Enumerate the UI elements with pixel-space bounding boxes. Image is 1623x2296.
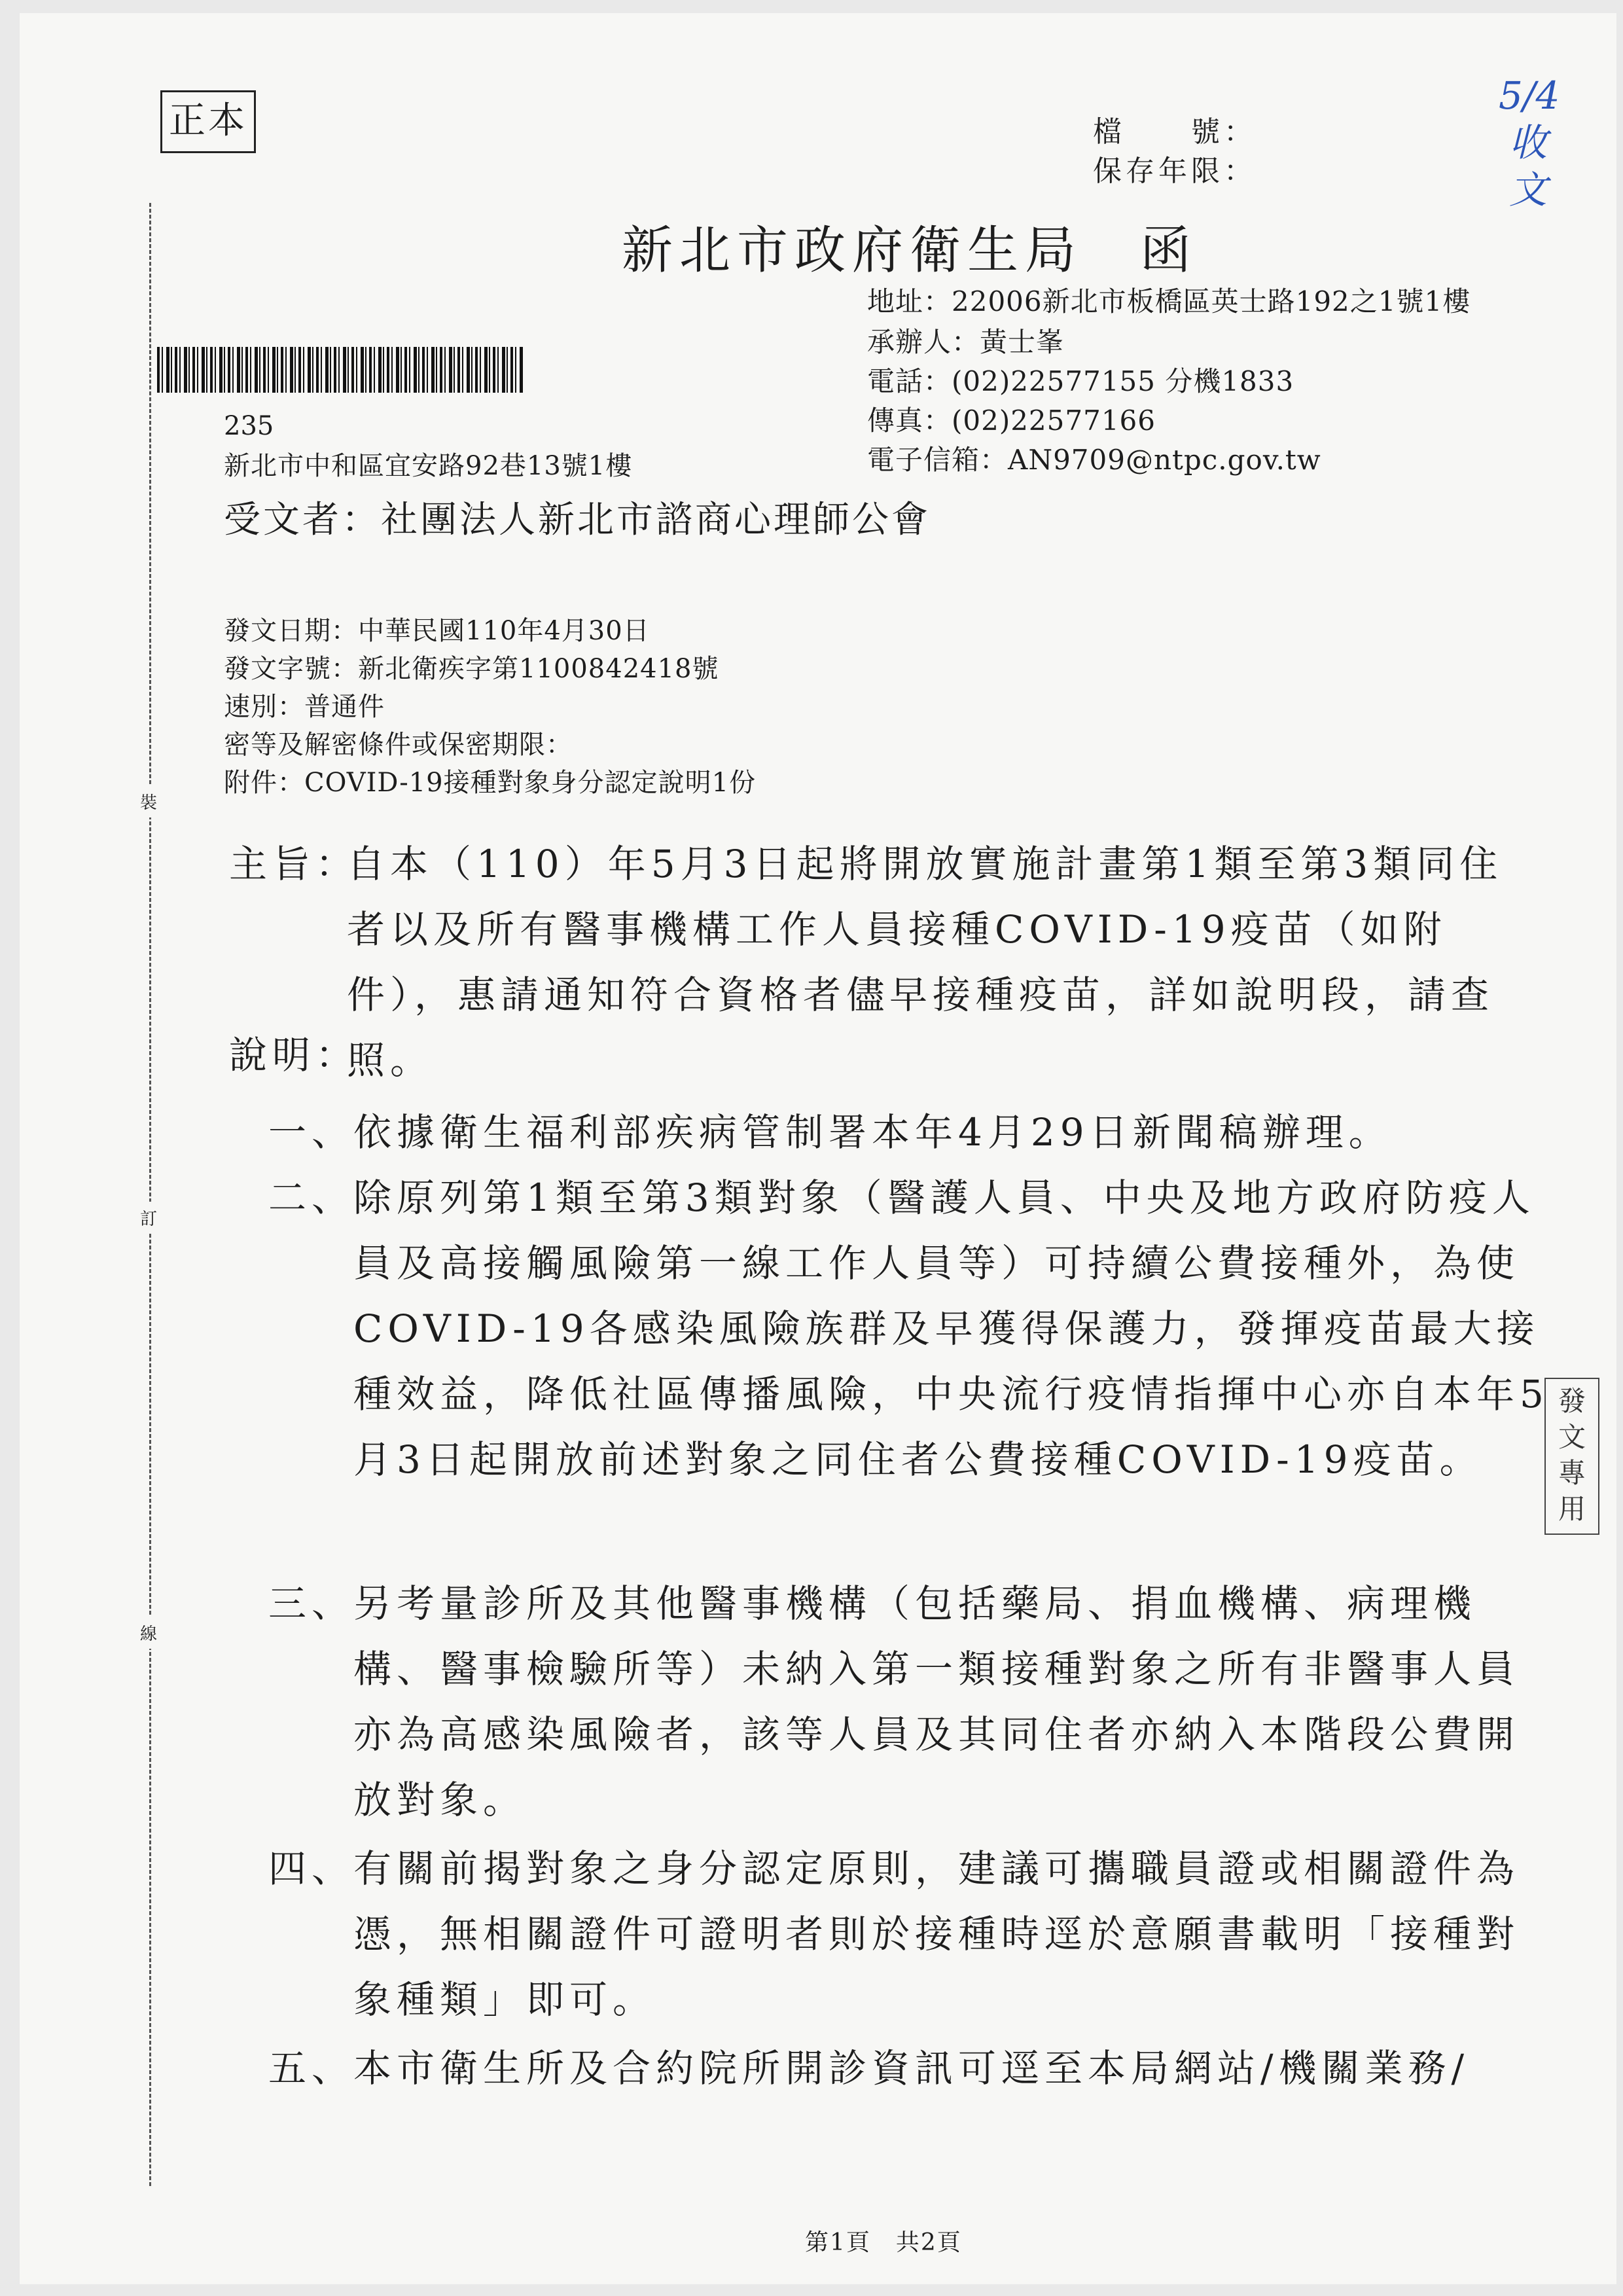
original-copy-stamp: 正本: [160, 90, 256, 153]
explanation-label: 說明：: [229, 1033, 359, 1077]
item-number: 二、: [268, 1175, 355, 1220]
item-number: 四、: [268, 1846, 355, 1891]
item-text: 除原列第1類至第3類對象（醫護人員、中央及地方政府防疫人員及高接觸風險第一線工作人員等）可持續公費接種外，為使COVID-19各感染風險族群及早獲得保護力，發揮疫苗最大接種效益，降低社區傳播風險，中央流行疫情指揮中心亦自本年5月3日起開放前述對象之同住者公費接種COVID-19疫苗。: [353, 1175, 1549, 1482]
handler-name: 承辦人：黃士峯: [867, 326, 1065, 358]
receiver-zip: 235: [224, 411, 274, 441]
receiver-address: 新北市中和區宜安路92巷13號1樓: [224, 451, 633, 481]
handwritten-receipt-note: 5/4收文: [1499, 73, 1560, 212]
confidentiality: 密等及解密條件或保密期限：: [224, 730, 573, 760]
sender-address: 地址：22006新北市板橋區英士路192之1號1樓: [867, 285, 1471, 317]
subject-text: 自本（110）年5月3日起將開放實施計畫第1類至第3類同住者以及所有醫事機構工作人員接種COVID-19疫苗（如附件），惠請通知符合資格者儘早接種疫苗，詳如說明段，請查照。: [347, 842, 1503, 1083]
item-text: 有關前揭對象之身分認定原則，建議可攜職員證或相關證件為憑，無相關證件可證明者則於接種時逕於意願書載明「接種對象種類」即可。: [353, 1846, 1520, 2022]
item-number: 五、: [268, 2046, 355, 2090]
official-seal: 發文專用: [1544, 1378, 1599, 1535]
explanation-item: [268, 1836, 1551, 2032]
binding-mark: 裝: [140, 785, 157, 817]
binding-mark: 線: [140, 1617, 157, 1649]
email: 電子信箱：AN9709@ntpc.gov.tw: [867, 444, 1321, 476]
item-text: 依據衛生福利部疾病管制署本年4月29日新聞稿辦理。: [353, 1110, 1392, 1155]
issue-date: 發文日期：中華民國110年4月30日: [224, 616, 650, 646]
page-number: 第1頁 共2頁: [805, 2229, 962, 2256]
document-page: [20, 13, 1616, 2284]
delivery-speed: 速別：普通件: [224, 692, 385, 722]
fax: 傳真：(02)22577166: [867, 404, 1156, 437]
item-text: 本市衛生所及合約院所開診資訊可逕至本局網站/機關業務/: [353, 2046, 1470, 2090]
binding-mark: 訂: [140, 1202, 157, 1234]
item-number: 三、: [268, 1581, 355, 1626]
item-number: 一、: [268, 1110, 355, 1155]
attachment: 附件：COVID-19接種對象身分認定說明1份: [224, 768, 757, 798]
document-number: 發文字號：新北衛疾字第1100842418號: [224, 654, 719, 684]
file-number-label: 檔 號：: [1093, 115, 1257, 149]
retention-period-label: 保存年限：: [1093, 154, 1257, 188]
explanation-item: [268, 1165, 1551, 1492]
explanation-item: [268, 1571, 1551, 1833]
explanation-item: [268, 1100, 1551, 1165]
subject-label: 主旨：: [229, 842, 359, 886]
binding-line: [149, 203, 151, 2186]
explanation-item: [268, 2036, 1551, 2101]
telephone: 電話：(02)22577155 分機1833: [867, 365, 1294, 397]
postal-barcode: [157, 347, 524, 393]
item-text: 另考量診所及其他醫事機構（包括藥局、捐血機構、病理機構、醫事檢驗所等）未納入第一類接種對象之所有非醫事人員亦為高感染風險者，該等人員及其同住者亦納入本階段公費開放對象。: [353, 1581, 1520, 1822]
document-title: 新北市政府衛生局 函: [622, 221, 1198, 280]
subject-paragraph: [229, 831, 1538, 1093]
recipient: 受文者：社團法人新北市諮商心理師公會: [224, 499, 931, 541]
